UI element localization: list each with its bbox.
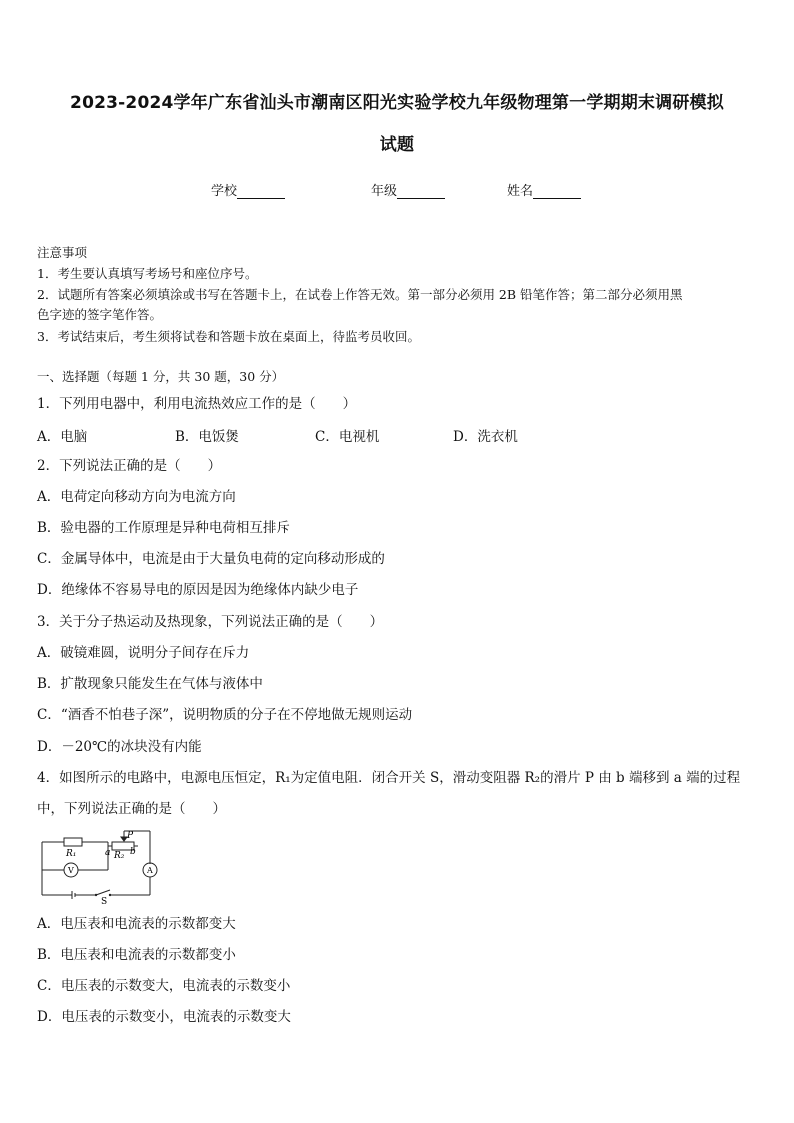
label-s: S [101, 897, 108, 904]
label-p: P [127, 831, 134, 841]
q3-option-a[interactable]: A．破镜难圆，说明分子间存在斥力 [37, 645, 250, 661]
q1-option-c[interactable]: C．电视机 [315, 429, 380, 445]
notes-heading: 注意事项 [37, 245, 88, 260]
label-r2: R₂ [114, 851, 125, 861]
q4-stem-line-1: 4．如图所示的电路中，电源电压恒定，R₁为定值电阻．闭合开关 S，滑动变阻器 R₂的滑片 P 由 b 端移到 a 端的过程 [37, 770, 741, 786]
q2-stem: 2．下列说法正确的是（ ） [37, 458, 222, 474]
q1-option-a[interactable]: A．电脑 [37, 429, 88, 445]
q2-option-d[interactable]: D．绝缘体不容易导电的原因是因为绝缘体内缺少电子 [37, 582, 359, 598]
q3-option-d[interactable]: D．－20℃的冰块没有内能 [37, 739, 202, 755]
switch-icon[interactable] [96, 890, 110, 895]
q4-option-d[interactable]: D．电压表的示数变小，电流表的示数变大 [37, 1009, 291, 1025]
q4-option-c[interactable]: C．电压表的示数变大，电流表的示数变小 [37, 978, 291, 994]
school-blank[interactable] [237, 184, 285, 199]
name-blank[interactable] [533, 184, 581, 199]
q4-option-b[interactable]: B．电压表和电流表的示数都变小 [37, 947, 236, 963]
q3-stem: 3．关于分子热运动及热现象，下列说法正确的是（ ） [37, 614, 384, 630]
label-ammeter: A [147, 866, 153, 875]
notes-item: 1．考生要认真填写考场号和座位序号。 [37, 266, 258, 281]
resistor-r1 [64, 838, 82, 846]
q3-option-b[interactable]: B．扩散现象只能发生在气体与液体中 [37, 676, 263, 692]
notes-item: 3．考试结束后，考生须将试卷和答题卡放在桌面上，待监考员收回。 [37, 329, 420, 344]
grade-blank[interactable] [397, 184, 445, 199]
name-field [507, 180, 581, 199]
school-field [211, 180, 285, 199]
label-v: V [68, 866, 74, 875]
q4-stem-line-2: 中，下列说法正确的是（ ） [37, 801, 226, 817]
circuit-diagram [38, 826, 164, 904]
q2-option-c[interactable]: C．金属导体中，电流是由于大量负电荷的定向移动形成的 [37, 551, 385, 567]
name-label: 姓名 [507, 184, 534, 199]
q1-option-d[interactable]: D．洗衣机 [453, 429, 518, 445]
label-a-end: a [105, 848, 111, 858]
q1-stem: 1．下列用电器中，利用电流热效应工作的是（ ） [37, 396, 357, 412]
school-label: 学校 [211, 184, 238, 199]
q2-option-b[interactable]: B．验电器的工作原理是异种电荷相互排斥 [37, 520, 290, 536]
q1-option-b[interactable]: B．电饭煲 [175, 429, 239, 445]
title-line-2: 试题 [379, 135, 415, 155]
q4-option-a[interactable]: A．电压表和电流表的示数都变大 [37, 916, 236, 932]
notes-item: 色字迹的签字笔作答。 [37, 307, 163, 322]
q3-option-c[interactable]: C．“酒香不怕巷子深”，说明物质的分子在不停地做无规则运动 [37, 707, 413, 723]
title-line-1: 2023-2024学年广东省汕头市潮南区阳光实验学校九年级物理第一学期期末调研模拟 [70, 93, 724, 113]
grade-field [371, 180, 445, 199]
label-r1: R₁ [66, 849, 77, 859]
notes-item: 2．试题所有答案必须填涂或书写在答题卡上，在试卷上作答无效。第一部分必须用 2B 铅笔作答；第二部分必须用黑 [37, 287, 683, 302]
grade-label: 年级 [371, 184, 398, 199]
section-heading: 一、选择题（每题 1 分，共 30 题，30 分） [37, 369, 285, 384]
q2-option-a[interactable]: A．电荷定向移动方向为电流方向 [37, 489, 236, 505]
label-b-end: b [130, 847, 136, 857]
